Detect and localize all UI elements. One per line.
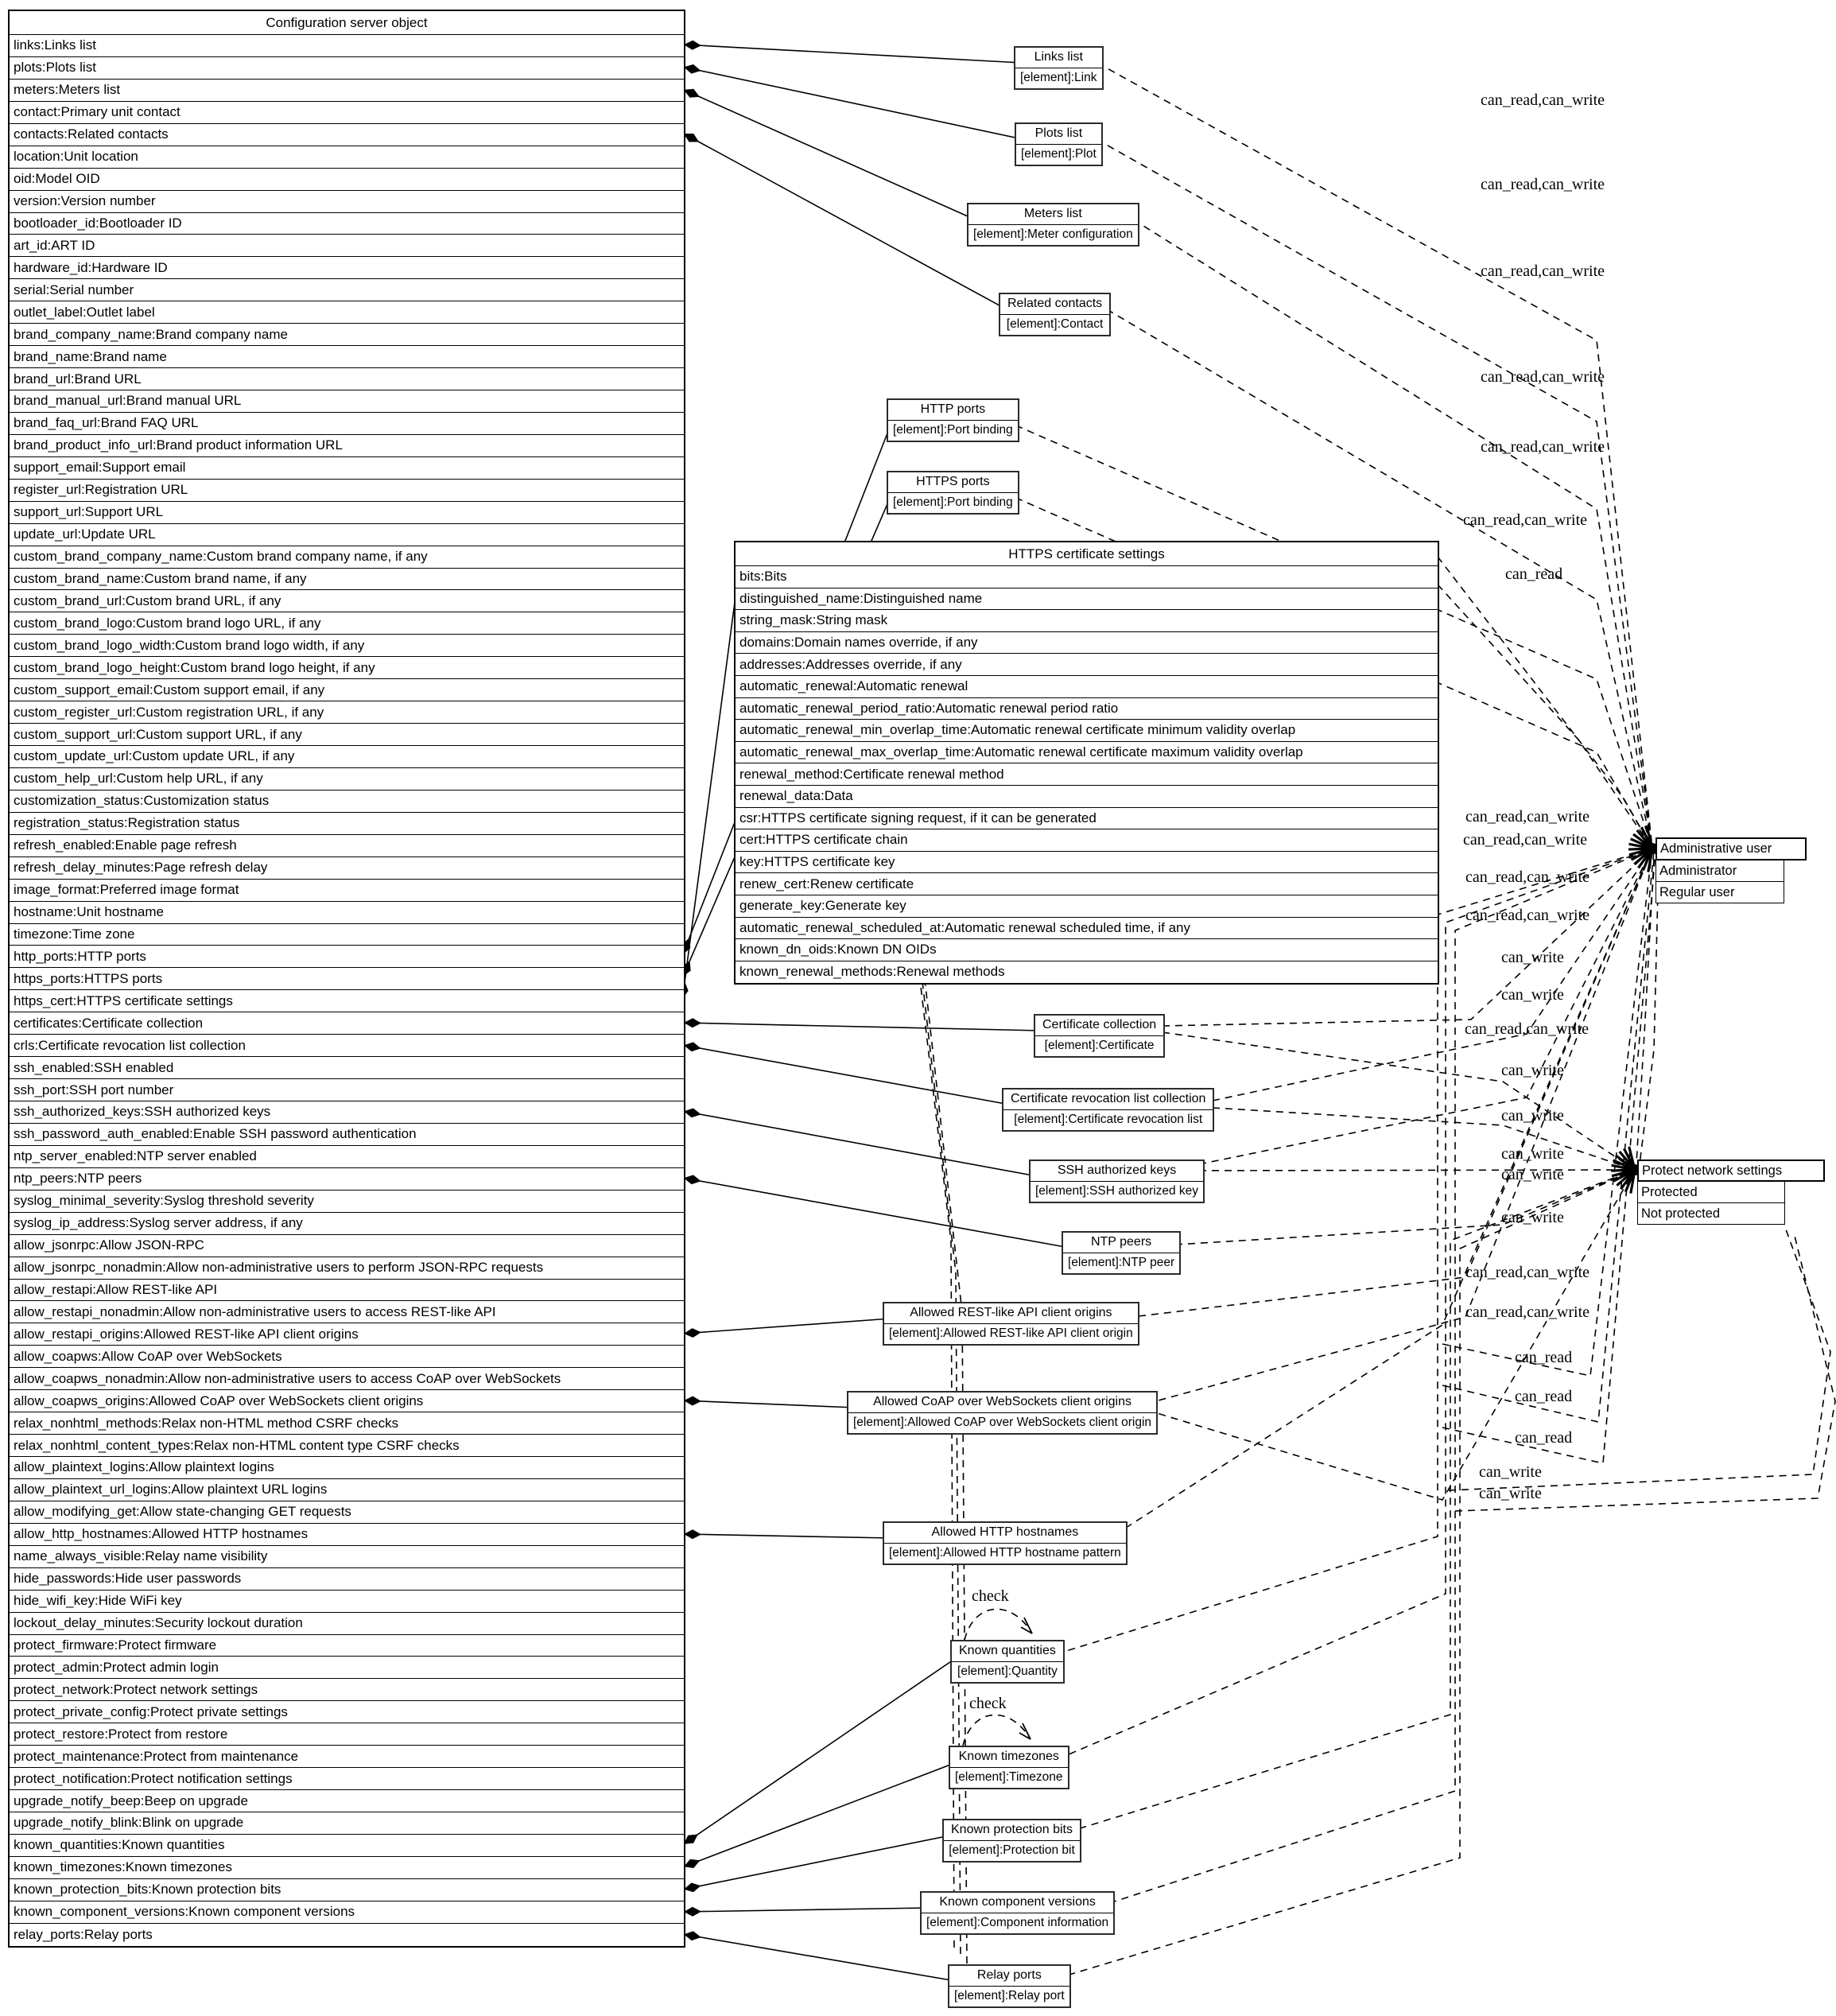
field-row: known_renewal_methods:Renewal methods <box>739 964 1005 980</box>
field-row: syslog_minimal_severity:Syslog threshold severity <box>10 1191 684 1213</box>
field-row: key:HTTPS certificate key <box>736 852 1438 874</box>
edge-label: can_read,can_write <box>1481 176 1605 193</box>
field-row: allow_plaintext_logins:Allow plaintext logins <box>10 1457 684 1479</box>
field-row: custom_brand_logo_height:Custom brand logo height, if any <box>10 657 684 679</box>
field-row: custom_brand_logo_width:Custom brand logo width, if any <box>10 635 684 657</box>
diamond-icon <box>683 1929 702 1942</box>
field-row: http_ports:HTTP ports <box>10 946 684 968</box>
field-row: outlet_label:Outlet label <box>10 301 684 324</box>
list-node-element-row: [element]:Quantity <box>957 1664 1058 1678</box>
edge-label: check <box>972 1587 1009 1605</box>
field-row: timezone:Time zone <box>10 924 684 946</box>
edge-label: can_read <box>1505 565 1563 583</box>
list-node-title: Certificate revocation list collection <box>1003 1090 1213 1110</box>
list-node-known-quantities <box>950 1640 1065 1684</box>
enum-table-protect-network-settings <box>1637 1159 1825 1225</box>
field-row: ssh_password_auth_enabled:Enable SSH password authentication <box>10 1124 684 1146</box>
list-node-title: HTTP ports <box>888 400 1018 421</box>
permission-edge <box>1213 1108 1635 1170</box>
edge-label: can_read,can_write <box>1465 1303 1590 1321</box>
edge-label: can_write <box>1501 1166 1564 1183</box>
field-row: brand_name:Brand name <box>10 346 684 368</box>
field-row: hardware_id:Hardware ID <box>10 257 684 279</box>
field-row: renewal_method:Certificate renewal method <box>736 763 1438 786</box>
field-row: hide_passwords:Hide user passwords <box>10 1568 684 1591</box>
composition-edge <box>682 1835 950 1890</box>
field-row: hide_wifi_key:Hide WiFi key <box>10 1591 684 1613</box>
list-node-element-row: [element]:NTP peer <box>1068 1256 1175 1269</box>
configuration-server-object-table <box>8 10 685 1948</box>
edge-label: can_write <box>1479 1485 1542 1502</box>
field-row: art_id:ART ID <box>10 235 684 257</box>
field-row: refresh_enabled:Enable page refresh <box>10 835 684 857</box>
list-node-http-ports <box>887 398 1019 442</box>
diamond-icon <box>683 1106 702 1119</box>
edge-label: can_read,can_write <box>1481 368 1605 386</box>
list-node-crl-collection <box>1002 1088 1214 1132</box>
field-row: custom_brand_logo:Custom brand logo URL, if any <box>10 612 684 635</box>
field-row: links:Links list <box>10 35 684 57</box>
field-row: brand_manual_url:Brand manual URL <box>10 390 684 413</box>
field-row: location:Unit location <box>10 146 684 169</box>
field-row: csr:HTTPS certificate signing request, if it can be generated <box>736 808 1438 830</box>
field-row: brand_faq_url:Brand FAQ URL <box>10 413 684 435</box>
field-row: meters:Meters list <box>10 80 684 102</box>
field-row: protect_maintenance:Protect from maintenance <box>10 1746 684 1768</box>
field-row: custom_support_url:Custom support URL, if any <box>10 724 684 746</box>
edge-label: can_write <box>1501 949 1564 966</box>
field-row: bootloader_id:Bootloader ID <box>10 213 684 235</box>
https-certificate-settings-table <box>734 541 1439 985</box>
list-node-https-ports <box>887 471 1019 515</box>
field-row: allow_modifying_get:Allow state-changing GET requests <box>10 1501 684 1524</box>
field-row: protect_notification:Protect notification settings <box>10 1768 684 1790</box>
permission-edge <box>1442 851 1654 1422</box>
field-row: cert:HTTPS certificate chain <box>736 829 1438 852</box>
enum-table-title: Protect network settings <box>1637 1159 1825 1182</box>
list-node-ssh-authorized-keys <box>1029 1159 1205 1203</box>
field-row: protect_network:Protect network settings <box>10 1679 684 1701</box>
diamond-icon <box>683 63 702 76</box>
diamond-icon <box>683 1173 702 1186</box>
diamond-icon <box>684 1907 701 1917</box>
field-row: customization_status:Customization status <box>10 790 684 813</box>
field-row: bits:Bits <box>736 566 1438 588</box>
field-row: protect_firmware:Protect firmware <box>10 1635 684 1657</box>
list-node-title: Known component versions <box>922 1893 1113 1913</box>
field-row: allow_coapws:Allow CoAP over WebSockets <box>10 1346 684 1368</box>
field-row: https_cert:HTTPS certificate settings <box>10 990 684 1012</box>
list-node-title: SSH authorized keys <box>1031 1161 1203 1182</box>
list-node-http-hostnames <box>883 1521 1128 1565</box>
composition-edge <box>682 67 1023 139</box>
composition-edge <box>682 1178 1069 1248</box>
edge-label: can_write <box>1501 1145 1564 1163</box>
edge-label: can_write <box>1479 1463 1542 1481</box>
field-row: allow_http_hostnames:Allowed HTTP hostnames <box>10 1524 684 1546</box>
field-row: contacts:Related contacts <box>10 124 684 146</box>
composition-edge <box>682 1319 891 1334</box>
field-row: allow_coapws_nonadmin:Allow non-administrative users to access CoAP over WebSockets <box>10 1368 684 1390</box>
edge-label: can_read,can_write <box>1465 907 1590 924</box>
list-node-known-component-versions <box>920 1891 1115 1935</box>
field-row: custom_brand_url:Custom brand URL, if any <box>10 590 684 612</box>
list-node-known-timezones <box>949 1746 1069 1789</box>
field-row: custom_help_url:Custom help URL, if any <box>10 768 684 790</box>
field-row: addresses:Addresses override, if any <box>736 654 1438 676</box>
field-row: generate_key:Generate key <box>736 895 1438 918</box>
list-node-element-row: [element]:Link <box>1020 71 1097 84</box>
list-node-meters-list <box>967 203 1139 247</box>
field-row: protect_restore:Protect from restore <box>10 1723 684 1746</box>
field-row: distinguished_name:Distinguished name <box>736 588 1438 611</box>
field-row: plots:Plots list <box>10 57 684 80</box>
field-row: known_timezones:Known timezones <box>10 1857 684 1879</box>
list-node-related-contacts <box>999 293 1111 336</box>
field-row: crls:Certificate revocation list collection <box>10 1035 684 1057</box>
field-row: syslog_ip_address:Syslog server address, if any <box>10 1213 684 1235</box>
field-row: version:Version number <box>10 191 684 213</box>
field-row: https_ports:HTTPS ports <box>10 968 684 990</box>
field-row: update_url:Update URL <box>10 524 684 546</box>
field-row: ntp_peers:NTP peers <box>10 1168 684 1191</box>
composition-edge <box>682 566 739 1000</box>
field-row: relax_nonhtml_content_types:Relax non-HTML content type CSRF checks <box>10 1435 684 1457</box>
check-loop-edge <box>965 1609 1032 1640</box>
field-row: ssh_enabled:SSH enabled <box>10 1057 684 1079</box>
edge-label: can_read <box>1515 1388 1573 1405</box>
field-row: known_protection_bits:Known protection bits <box>10 1879 684 1901</box>
main-table-rows <box>10 35 684 1946</box>
composition-edge <box>682 1762 957 1867</box>
edge-label: can_read <box>1515 1429 1573 1447</box>
edge-label: can_read,can_write <box>1481 438 1605 456</box>
list-node-title: Known quantities <box>952 1641 1063 1662</box>
edge-label: can_write <box>1501 1062 1564 1079</box>
field-row: renew_cert:Renew certificate <box>736 873 1438 895</box>
field-row: custom_brand_company_name:Custom brand company name, if any <box>10 546 684 569</box>
list-node-element-row: [element]:Allowed CoAP over WebSockets client origin <box>853 1416 1152 1429</box>
list-node-title: Meters list <box>968 204 1138 225</box>
field-row: renewal_data:Data <box>736 786 1438 808</box>
list-node-element-row: [element]:Port binding <box>893 423 1013 437</box>
edge-label: can_write <box>1501 986 1564 1004</box>
field-row: allow_coapws_origins:Allowed CoAP over WebSockets client origins <box>10 1390 684 1412</box>
diamond-icon <box>684 40 702 50</box>
cert-table-title: HTTPS certificate settings <box>736 542 1438 566</box>
edge-label: can_read,can_write <box>1463 511 1588 529</box>
composition-edge <box>682 133 1007 309</box>
diamond-icon <box>684 1327 702 1338</box>
list-node-rest-origins <box>883 1302 1139 1346</box>
field-row: allow_restapi_nonadmin:Allow non-administrative users to access REST-like API <box>10 1301 684 1323</box>
edge-label: can_read,can_write <box>1465 868 1590 886</box>
list-node-element-row: [element]:Meter configuration <box>973 227 1133 241</box>
list-node-title: Links list <box>1015 48 1102 68</box>
check-loop-edge <box>963 1715 1031 1746</box>
diamond-icon <box>684 1529 701 1539</box>
composition-edge <box>682 45 1022 63</box>
composition-edge <box>682 1934 956 1981</box>
field-row: name_always_visible:Relay name visibility <box>10 1546 684 1568</box>
field-row: custom_support_email:Custom support email, if any <box>10 679 684 701</box>
list-node-title: Allowed REST-like API client origins <box>884 1303 1138 1324</box>
list-node-element-row: [element]:Plot <box>1021 147 1097 161</box>
field-row: image_format:Preferred image format <box>10 880 684 902</box>
list-node-element-row: [element]:Certificate revocation list <box>1014 1113 1203 1126</box>
main-table-title: Configuration server object <box>10 11 684 35</box>
list-node-relay-ports <box>948 1964 1071 2008</box>
edge-label: can_read,can_write <box>1465 1020 1590 1038</box>
composition-edge <box>682 1657 958 1845</box>
field-row: oid:Model OID <box>10 169 684 191</box>
list-node-title: Plots list <box>1016 124 1101 145</box>
field-row: ssh_authorized_keys:SSH authorized keys <box>10 1101 684 1124</box>
field-row: brand_product_info_url:Brand product information URL <box>10 435 684 457</box>
field-row: brand_company_name:Brand company name <box>10 324 684 346</box>
composition-edge <box>682 1400 855 1408</box>
field-row: allow_jsonrpc:Allow JSON-RPC <box>10 1235 684 1257</box>
permission-edge <box>1199 1170 1635 1171</box>
cert-table-rows <box>736 566 1438 983</box>
list-node-element-row: [element]:Allowed HTTP hostname pattern <box>889 1546 1121 1560</box>
edge-label: can_read <box>1515 1349 1573 1366</box>
list-node-element-row: [element]:Contact <box>1006 317 1104 331</box>
field-row: upgrade_notify_blink:Blink on upgrade <box>10 1812 684 1835</box>
field-row: contact:Primary unit contact <box>10 102 684 124</box>
list-node-title: Relay ports <box>949 1966 1069 1987</box>
diamond-icon <box>683 1040 702 1053</box>
edge-label: can_read,can_write <box>1465 1264 1590 1281</box>
edge-label: can_write <box>1501 1209 1564 1226</box>
field-row: ssh_port:SSH port number <box>10 1079 684 1101</box>
field-row: ntp_server_enabled:NTP server enabled <box>10 1146 684 1168</box>
edge-label: can_read,can_write <box>1481 262 1605 280</box>
list-node-certificate-collection <box>1034 1014 1165 1058</box>
permission-edge <box>1097 849 1652 1907</box>
list-node-ntp-peers <box>1062 1231 1181 1275</box>
enum-value-row: Regular user <box>1656 882 1784 903</box>
list-node-title: Allowed HTTP hostnames <box>884 1523 1126 1544</box>
list-node-known-protection-bits <box>942 1819 1081 1863</box>
field-row: hostname:Unit hostname <box>10 902 684 924</box>
field-row: automatic_renewal:Automatic renewal <box>736 676 1438 698</box>
field-row: serial:Serial number <box>10 279 684 301</box>
field-row: upgrade_notify_beep:Beep on upgrade <box>10 1790 684 1812</box>
field-row: relay_ports:Relay ports <box>14 1926 153 1942</box>
diamond-icon <box>684 1396 701 1406</box>
field-row: protect_admin:Protect admin login <box>10 1657 684 1679</box>
field-row: refresh_delay_minutes:Page refresh delay <box>10 857 684 880</box>
list-node-links-list <box>1014 46 1104 90</box>
field-row: registration_status:Registration status <box>10 813 684 835</box>
field-row: known_component_versions:Known component versions <box>10 1901 684 1924</box>
list-node-title: Known protection bits <box>944 1820 1080 1841</box>
field-row: allow_restapi_origins:Allowed REST-like API client origins <box>10 1323 684 1346</box>
field-row: known_quantities:Known quantities <box>10 1835 684 1857</box>
list-node-element-row: [element]:Port binding <box>893 495 1013 509</box>
composition-edge <box>682 1111 1037 1176</box>
enum-value-row: Protected <box>1637 1182 1785 1203</box>
field-row: domains:Domain names override, if any <box>736 632 1438 655</box>
list-node-element-row: [element]:Certificate <box>1044 1039 1155 1052</box>
field-row: support_email:Support email <box>10 457 684 480</box>
list-node-title: HTTPS ports <box>888 472 1018 493</box>
enum-table-administrative-user <box>1656 837 1807 903</box>
field-row: custom_update_url:Custom update URL, if any <box>10 746 684 768</box>
composition-edge <box>682 1908 928 1912</box>
field-row: brand_url:Brand URL <box>10 368 684 390</box>
composition-edge <box>682 1023 1042 1031</box>
list-node-element-row: [element]:Relay port <box>954 1989 1065 2002</box>
field-row: allow_plaintext_url_logins:Allow plaintext URL logins <box>10 1479 684 1501</box>
edge-label: can_read,can_write <box>1481 91 1605 109</box>
list-node-plots-list <box>1015 122 1103 166</box>
enum-table-title: Administrative user <box>1656 837 1807 860</box>
field-row: allow_restapi:Allow REST-like API <box>10 1280 684 1302</box>
list-node-title: Allowed CoAP over WebSockets client origins <box>848 1393 1156 1413</box>
list-node-element-row: [element]:Protection bit <box>949 1843 1075 1857</box>
field-row: custom_brand_name:Custom brand name, if any <box>10 569 684 591</box>
enum-value-row: Not protected <box>1637 1203 1785 1225</box>
composition-edge <box>682 1045 1010 1105</box>
list-node-element-row: [element]:Component information <box>926 1916 1109 1929</box>
field-row: custom_register_url:Custom registration URL, if any <box>10 701 684 724</box>
list-node-element-row: [element]:Allowed REST-like API client origin <box>889 1327 1133 1340</box>
edge-label: can_write <box>1501 1107 1564 1125</box>
list-node-title: Known timezones <box>950 1747 1068 1768</box>
composition-edge <box>682 89 975 219</box>
list-node-coapws-origins <box>847 1391 1158 1435</box>
field-row: known_dn_oids:Known DN OIDs <box>736 939 1438 961</box>
field-row: certificates:Certificate collection <box>10 1012 684 1035</box>
field-row: relax_nonhtml_methods:Relax non-HTML method CSRF checks <box>10 1412 684 1435</box>
composition-edge <box>682 1534 891 1538</box>
edge-label: check <box>969 1695 1007 1712</box>
diamond-icon <box>683 1881 702 1894</box>
edge-label: can_read,can_write <box>1463 831 1588 849</box>
field-row: support_url:Support URL <box>10 502 684 524</box>
field-row: automatic_renewal_max_overlap_time:Automatic renewal certificate maximum validity overlap <box>736 742 1438 764</box>
field-row: register_url:Registration URL <box>10 480 684 502</box>
field-row: automatic_renewal_scheduled_at:Automatic renewal scheduled time, if any <box>736 918 1438 940</box>
field-row: lockout_delay_minutes:Security lockout duration <box>10 1613 684 1635</box>
field-row: automatic_renewal_min_overlap_time:Automatic renewal certificate minimum validity overlap <box>736 720 1438 742</box>
list-node-title: NTP peers <box>1063 1233 1179 1253</box>
field-row: protect_private_config:Protect private settings <box>10 1701 684 1723</box>
list-node-title: Related contacts <box>1000 294 1109 315</box>
list-node-title: Certificate collection <box>1035 1016 1163 1036</box>
diamond-icon <box>684 1018 701 1027</box>
field-row: string_mask:String mask <box>736 610 1438 632</box>
field-row: allow_jsonrpc_nonadmin:Allow non-administrative users to perform JSON-RPC requests <box>10 1257 684 1280</box>
field-row: automatic_renewal_period_ratio:Automatic renewal period ratio <box>736 698 1438 721</box>
edge-label: can_read,can_write <box>1465 808 1590 825</box>
enum-value-row: Administrator <box>1656 860 1784 882</box>
list-node-element-row: [element]:SSH authorized key <box>1035 1184 1199 1198</box>
list-node-element-row: [element]:Timezone <box>955 1770 1063 1784</box>
